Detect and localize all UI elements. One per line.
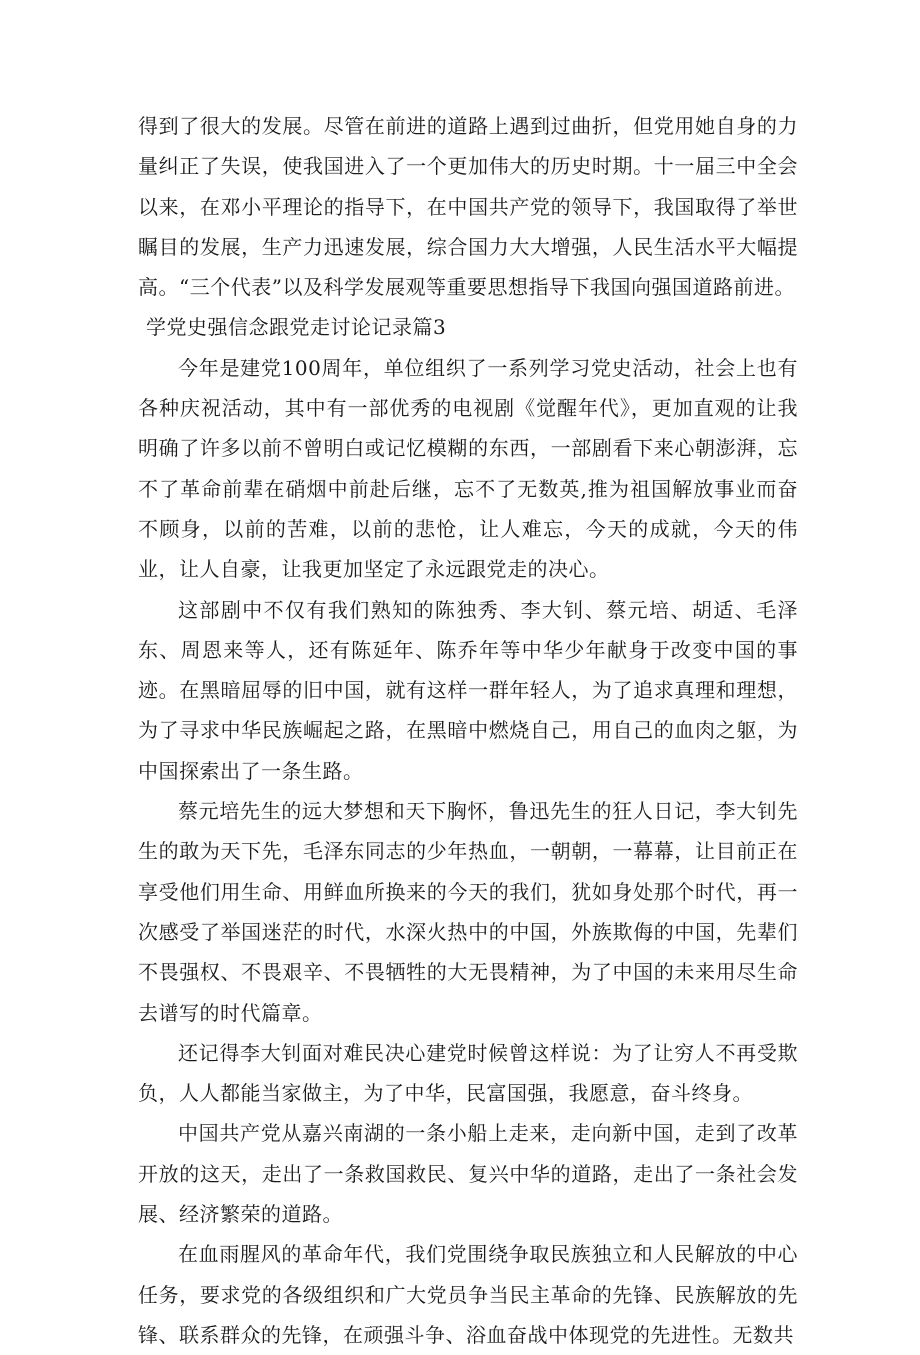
paragraph: 蔡元培先生的远大梦想和天下胸怀，鲁迅先生的狂人日记，李大钊先生的敢为天下先，毛泽东同志的少年热血，一朝朝，一幕幕，让目前正在享受他们用生命、用鲜血所换来的今天的我们，犹如身处那个时代，再一次感受了举国迷茫的时代，水深火热中的中国，外族欺侮的中国，先辈们不畏强权、不畏艰辛、不畏牺牲的大无畏精神，为了中国的未来用尽生命去谱写的时代篇章。 bbox=[138, 799, 798, 1025]
paragraph: 在血雨腥风的革命年代，我们党围绕争取民族独立和人民解放的中心任务，要求党的各级组织和广大党员争当民主革命的先锋、民族解放的先锋、联系群众的先锋，在顽强斗争、浴血奋战中体现党的先进性。无数共 bbox=[138, 1242, 798, 1347]
paragraph-continuation: 得到了很大的发展。尽管在前进的道路上遇到过曲折，但党用她自身的力量纠正了失误，使我国进入了一个更加伟大的历史时期。十一届三中全会以来，在邓小平理论的指导下，在中国共产党的领导下，我国取得了举世瞩目的发展，生产力迅速发展，综合国力大大增强，人民生活水平大幅提高。“三个代表”以及科学发展观等重要思想指导下我国向强国道路前进。 bbox=[138, 114, 798, 300]
paragraph: 今年是建党100周年，单位组织了一系列学习党史活动，社会上也有各种庆祝活动，其中有一部优秀的电视剧《觉醒年代》，更加直观的让我明确了许多以前不曾明白或记忆模糊的东西，一部剧看下来心朝澎湃，忘不了革命前辈在硝烟中前赴后继，忘不了无数英,推为祖国解放事业而奋不顾身，以前的苦难，以前的悲怆，让人难忘，今天的成就，今天的伟业，让人自豪，让我更加坚定了永远跟党走的决心。 bbox=[138, 355, 798, 582]
paragraph: 中国共产党从嘉兴南湖的一条小船上走来，走向新中国，走到了改革开放的这天，走出了一条救国救民、复兴中华的道路，走出了一条社会发展、经济繁荣的道路。 bbox=[138, 1121, 798, 1227]
section-heading: 学党史强信念跟党走讨论记录篇3 bbox=[146, 315, 447, 340]
document-body bbox=[138, 106, 798, 1355]
paragraph: 还记得李大钊面对难民决心建党时候曾这样说：为了让穷人不再受欺负，人人都能当家做主，为了中华，民富国强，我愿意，奋斗终身。 bbox=[138, 1040, 798, 1106]
paragraph: 这部剧中不仅有我们熟知的陈独秀、李大钊、蔡元培、胡适、毛泽东、周恩来等人，还有陈延年、陈乔年等中华少年献身于改变中国的事迹。在黑暗屈辱的旧中国，就有这样一群年轻人，为了追求真理和理想，为了寻求中华民族崛起之路，在黑暗中燃烧自己，用自己的血肉之躯，为中国探索出了一条生路。 bbox=[138, 597, 798, 783]
